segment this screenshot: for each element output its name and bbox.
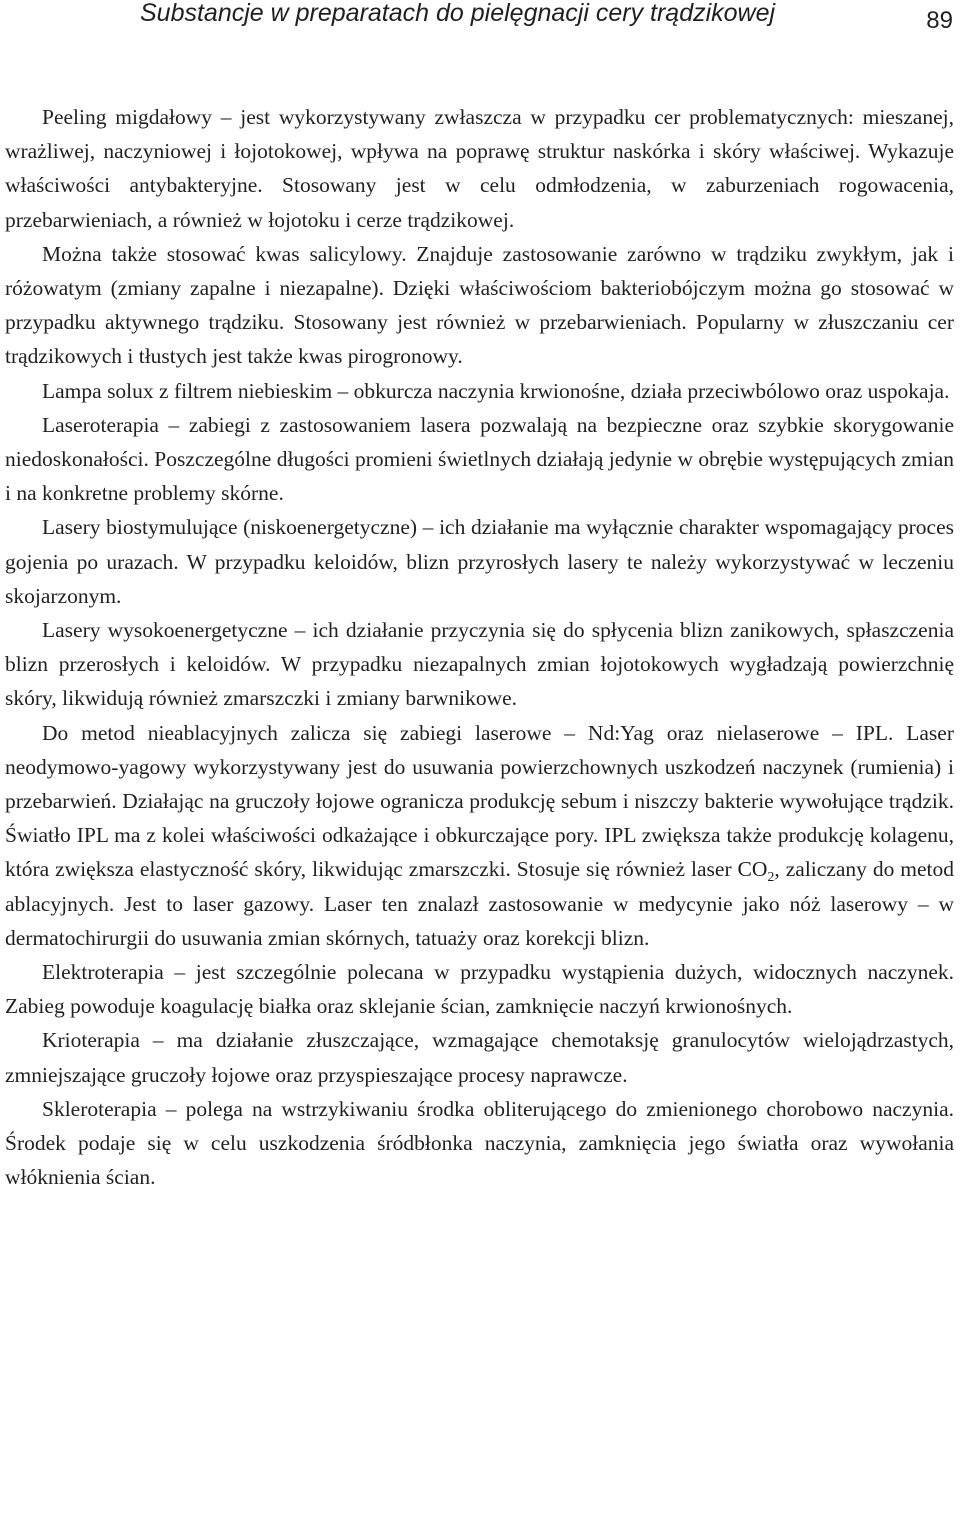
laser-text-part-1: Do metod nieablacyjnych zalicza się zabiegi laserowe – Nd:Yag oraz nielaserowe – IPL. Laser neodymowo-yagowy wykorzystywany jest do usuwania powierzchownych uszkodzeń naczynek (rumienia) i przebarwień. Działając na gruczoły łojowe ogranicza produkcję sebum i niszczy bakterie wywołujące trądzik. Światło IPL ma z kolei właściwości odkażające i obkurczające pory. IPL zwiększa także produkcję kolagenu, która zwiększa elastyczność skóry, likwidując zmarszczki. Stosuje się również laser CO — [5, 720, 954, 882]
laser-text-part-2: , zaliczany do metod ablacyjnych. Jest to laser gazowy. Laser ten znalazł zastosowanie w medycynie jako nóż laserowy – w dermatochirurgii do usuwania zmian skórnych, tatuaży oraz korekcji blizn. — [5, 857, 954, 950]
paragraph-peeling-migdalowy: Peeling migdałowy – jest wykorzystywany zwłaszcza w przypadku cer problematycznych: mieszanej, wrażliwej, naczyniowej i łojotokowej, wpływa na poprawę struktur naskórka i skóry właściwej. Wykazuje właściwości antybakteryjne. Stosowany jest w celu odmłodzenia, w zaburzeniach rogowacenia, przebarwieniach, a również w łojotoku i cerze trądzikowej. — [5, 105, 954, 232]
paragraph-elektroterapia: Elektroterapia – jest szczególnie polecana w przypadku wystąpienia dużych, widocznych naczynek. Zabieg powoduje koagulację białka oraz sklejanie ścian, zamknięcie naczyń krwionośnych. — [5, 960, 954, 1019]
paragraph-kwas-salicylowy: Można także stosować kwas salicylowy. Znajduje zastosowanie zarówno w trądziku zwykłym, jak i różowatym (zmiany zapalne i niezapalne). Dzięki właściwościom bakteriobójczym można go stosować w przypadku aktywnego trądziku. Stosowany jest również w przebarwieniach. Popularny w złuszczaniu cer trądzikowych i tłustych jest także kwas pirogronowy. — [5, 241, 954, 369]
page-number: 89 — [926, 7, 953, 34]
paragraph-lasery-biostymulujace: Lasery biostymulujące (niskoenergetyczne) – ich działanie ma wyłącznie charakter wspomagający proces gojenia po urazach. W przypadku keloidów, blizn przyrosłych lasery te należy wykorzystywać w leczeniu skojarzonym. — [5, 515, 954, 608]
running-title: Substancje w preparatach do pielęgnacji cery trądzikowej — [140, 0, 776, 27]
paragraph-skleroterapia: Skleroterapia – polega na wstrzykiwaniu środka obliterującego do zmienionego chorobowo naczynia. Środek podaje się w celu uszkodzenia śródbłonka naczynia, zamknięcia jego światła oraz wywołania włóknienia ścian. — [5, 1096, 954, 1190]
paragraph-lasery-wysokoenergetyczne: Lasery wysokoenergetyczne – ich działanie przyczynia się do spłycenia blizn zanikowych, spłaszczenia blizn przerosłych i keloidów. W przypadku niezapalnych zmian łojotokowych wygładzają powierzchnię skóry, likwidują również zmarszczki i zmiany barwnikowe. — [5, 618, 954, 711]
paragraph-krioterapia: Krioterapia – ma działanie złuszczające, wzmagające chemotaksję granulocytów wielojądrzastych, zmniejszające gruczoły łojowe oraz przyspieszające procesy naprawcze. — [5, 1028, 954, 1087]
running-header — [0, 0, 960, 40]
paragraph-laseroterapia: Laseroterapia – zabiegi z zastosowaniem lasera pozwalają na bezpieczne oraz szybkie skorygowanie niedoskonałości. Poszczególne długości promieni świetlnych działają jedynie w obrębie występujących zmian i na konkretne problemy skórne. — [5, 412, 954, 506]
body-text — [5, 100, 954, 1195]
paragraph-metody-nieablacyjne — [5, 716, 954, 955]
paragraph-lampa-solux: Lampa solux z filtrem niebieskim – obkurcza naczynia krwionośne, działa przeciwbólowo oraz uspokaja. — [42, 378, 950, 403]
co2-subscript: 2 — [767, 870, 775, 886]
